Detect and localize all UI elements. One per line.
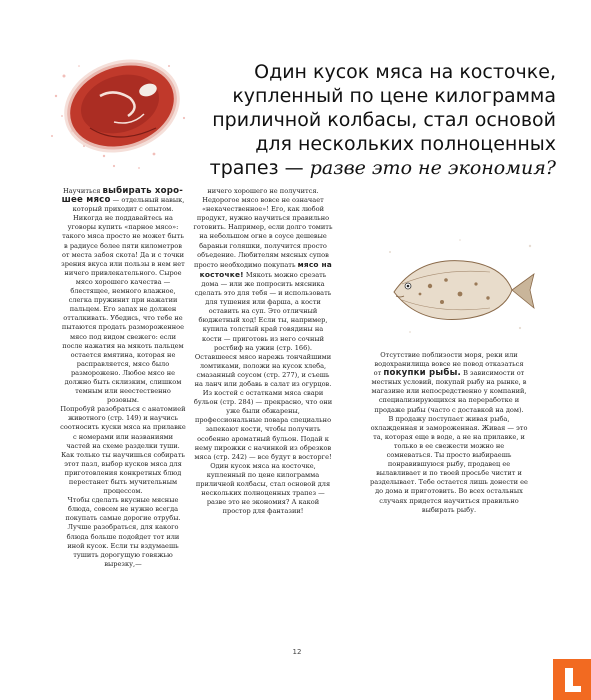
pull-quote-emphasis: разве это не экономия? xyxy=(309,157,556,179)
paragraph-text: Мякоть можно срезать дома — или же попросить мясника сделать это для тебя — и использовать для тушения или фарша, а кости оставить на суп. Это отличный бюджетный ход! Если ты, например, купила толстый край говядины на кости — приготовь из него сочный ростбиф на ужин (стр. 166). Оставшееся мясо нарежь тончайшими ломтиками, положи на кусок хлеба, смазанный соусом (стр. 277), и съешь на ланч или добавь в салат из огурцов. Из костей с остатками мяса свари бульон (стр. 284) — прекрасно, что они уже были обжарены, профессиональные повара специально запекают кости, чтобы получить особенно ароматный бульон. Подай к нему пирожки с начинкой из обрезков мяса (стр. 242) — все будут в восторге! Один кусок мяса на косточке, купленный по цене килограмма приличной колбасы, стал основой для нескольких полноценных трапез — разве это не экономия? А какой простор для фантазии! xyxy=(193,270,333,516)
paragraph-text: В зависимости от местных условий, покупай рыбу на рынке, в магазине или непосредственно у компаний, специализирующихся на переработке и продаже рыбы (часто с доставкой на дом). xyxy=(371,369,527,414)
page-number: 12 xyxy=(292,648,302,656)
paragraph-text: Научиться xyxy=(63,187,103,195)
lead-in-choose-meat: выбирать хоро-шее мясо xyxy=(61,186,183,206)
text-column-1 xyxy=(60,187,186,569)
paragraph-text: — отдельный навык, который приходит с опытом. Никогда не поддавайтесь на уговоры купить «парное мясо»: такого мяса просто не может быть в радиусе более пяти километров от места забоя скота! Да и с точки зрения вкуса или пользы в нем нет ничего привлекательного. Сырое мясо хорошего качества — блестящее, немного влажное, слегка пружинит при нажатии пальцем. Его запах не должен отталкивать. Убедись, что тебе не пытаются продать размороженное мясо под видом свежего: если после нажатия на мякоть пальцем остается вмятина, которая не расправляется, мясо было разморожено. Любое мясо не должно быть склизким, слишком темным или неестественно розовым. xyxy=(61,196,185,405)
pull-quote-text: Один кусок мяса на косточке, купленный по цене килограмма приличной колбасы, стал основой для нескольких полноценных трапез — xyxy=(209,61,556,179)
column-1-paragraph-2: Попробуй разобраться с анатомией животного (стр. 149) и научись соотносить куски мяса на прилавке с номерами или названиями частей на схеме разделки туши. Как только ты научишься собирать этот пазл, выбор кусков мяса для приготовления конкретных блюд перестанет быть мучительным процессом. xyxy=(60,405,186,496)
flounder-fish-illustration xyxy=(380,232,540,342)
pull-quote xyxy=(196,60,556,180)
paragraph-text: ничего хорошего не получится. Недорогое мясо вовсе не означает «некачественное»! Его, как любой продукт, нужно научиться правильно готовить. Например, если долго томить на небольшом огне в соусе дешевые бараньи голяшки, получится просто объедение. Любителям мясных супов просто необходимо покупать xyxy=(193,187,333,269)
column-3-paragraph-2: В продажу поступает живая рыба, охлажденная и замороженная. Живая — это та, которая еще в воде, а не на прилавке, и только в ее свежести можно не сомневаться. Ты просто выбираешь понравившуюся рыбу, продавец ее вылавливает и по твоей просьбе чистит и разделывает. Тебе остается лишь донести ее до дома и приготовить. Во всех остальных случаях придется научиться правильно выбирать рыбу. xyxy=(370,414,528,514)
meat-steak-illustration xyxy=(44,36,194,176)
publisher-logo-icon xyxy=(553,659,591,700)
lead-in-buy-fish: покупки рыбы. xyxy=(383,368,462,379)
column-1-paragraph-1 xyxy=(60,187,186,405)
column-3-paragraph-1 xyxy=(370,351,528,415)
text-column-2 xyxy=(193,187,333,516)
text-column-3 xyxy=(370,351,528,515)
paragraph-text: Отсутствие поблизости моря, реки или водохранилища вовсе не повод отказаться от xyxy=(373,351,524,378)
column-2-paragraph-1 xyxy=(193,187,333,516)
column-1-paragraph-3: Чтобы сделать вкусные мясные блюда, совсем не нужно всегда покупать самые дорогие отрубы. Лучше разобраться, для какого блюда больше подойдет тот или иной кусок. Если ты вздумаешь тушить дорогущую говяжью вырезку,— xyxy=(65,496,181,568)
lead-in-meat-on-bone: мясо на косточке! xyxy=(199,259,332,279)
